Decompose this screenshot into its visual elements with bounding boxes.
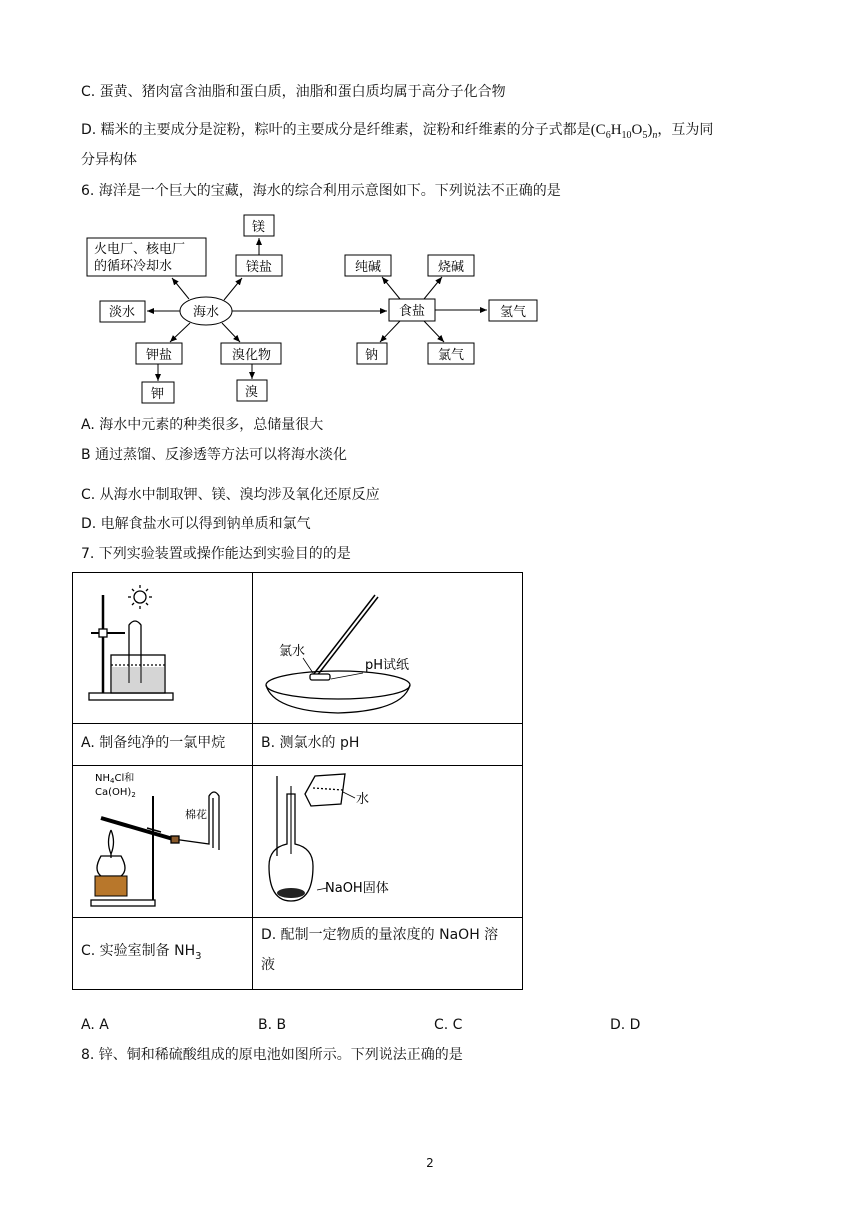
- sodium-label: 钠: [365, 348, 379, 363]
- salt-label: 食盐: [399, 304, 426, 319]
- q6-option-d: D. 电解食盐水可以得到钠单质和氯气: [81, 516, 311, 532]
- caption-b: B. 测氯水的 pH: [261, 735, 360, 751]
- volumetric-flask-apparatus: [253, 766, 522, 916]
- magnesium-salt-label: 镁盐: [246, 260, 273, 275]
- answer-c: C. C: [434, 1017, 463, 1033]
- reagent-label: $NH_4Cl$和: [95, 773, 135, 785]
- water-label: 水: [356, 792, 370, 807]
- q5-option-c: C. 蛋黄、猪肉富含油脂和蛋白质，油脂和蛋白质均属于高分子化合物: [81, 84, 506, 100]
- answer-b: B. B: [258, 1017, 287, 1033]
- q7-stem: 7. 下列实验装置或操作能达到实验目的的是: [81, 546, 351, 562]
- calcium-hydroxide-label: $Ca(OH)_2$: [95, 787, 136, 799]
- q6-option-c: C. 从海水中制取钾、镁、溴均涉及氧化还原反应: [81, 487, 380, 503]
- bromine-label: 溴: [245, 385, 259, 400]
- ammonia-preparation-apparatus: [73, 766, 252, 916]
- fresh-water-label: 淡水: [109, 305, 136, 320]
- caustic-soda-label: 烧碱: [438, 260, 465, 275]
- q5-option-d-continued: 分异构体: [81, 152, 137, 168]
- q5-option-d: [81, 121, 713, 145]
- q6-option-a: A. 海水中元素的种类很多，总储量很大: [81, 417, 324, 433]
- hydrogen-label: 氢气: [500, 305, 527, 320]
- power-plant-label-1: 火电厂、核电厂: [94, 242, 186, 257]
- potassium-salt-label: 钾盐: [146, 348, 173, 363]
- experiment-table: [72, 572, 523, 990]
- caption-a: A. 制备纯净的一氯甲烷: [81, 735, 226, 751]
- magnesium-label: 镁: [252, 220, 266, 235]
- cotton-label: 棉花: [185, 808, 207, 821]
- chlorine-water-label: 氯水: [279, 644, 306, 659]
- bromide-label: 溴化物: [232, 348, 272, 363]
- naoh-solid-label: NaOH固体: [325, 881, 389, 896]
- q6-stem: 6. 海洋是一个巨大的宝藏，海水的综合利用示意图如下。下列说法不正确的是: [81, 183, 561, 199]
- soda-ash-label: 纯碱: [355, 260, 382, 275]
- seawater-label: 海水: [193, 305, 220, 320]
- answer-a: A. A: [81, 1017, 109, 1033]
- ph-test-apparatus: [253, 573, 522, 723]
- chlorine-label: 氯气: [438, 348, 465, 363]
- methane-chlorination-apparatus: [73, 573, 252, 723]
- seawater-utilization-diagram: [0, 210, 860, 410]
- q8-stem: 8. 锌、铜和稀硫酸组成的原电池如图所示。下列说法正确的是: [81, 1047, 463, 1063]
- q5-option-d-text: D. 糯米的主要成分是淀粉，粽叶的主要成分是纤维素，淀粉和纤维素的分子式都是: [81, 122, 591, 138]
- page-number: 2: [426, 1156, 434, 1170]
- caption-d: D. 配制一定物质的量浓度的 NaOH 溶 液: [261, 927, 499, 973]
- power-plant-label-2: 的循环冷却水: [94, 259, 173, 274]
- q5-option-d-tail: ，互为同: [657, 122, 714, 138]
- ph-paper-label: pH试纸: [365, 658, 410, 673]
- answer-d: D. D: [610, 1017, 641, 1033]
- caption-c: C. 实验室制备 $NH_3$: [81, 943, 202, 962]
- q6-option-b: B 通过蒸馏、反渗透等方法可以将海水淡化: [81, 447, 348, 463]
- starch-formula: $(C_6H_{10}O_5)_n$: [590, 122, 658, 141]
- potassium-label: 钾: [151, 387, 165, 402]
